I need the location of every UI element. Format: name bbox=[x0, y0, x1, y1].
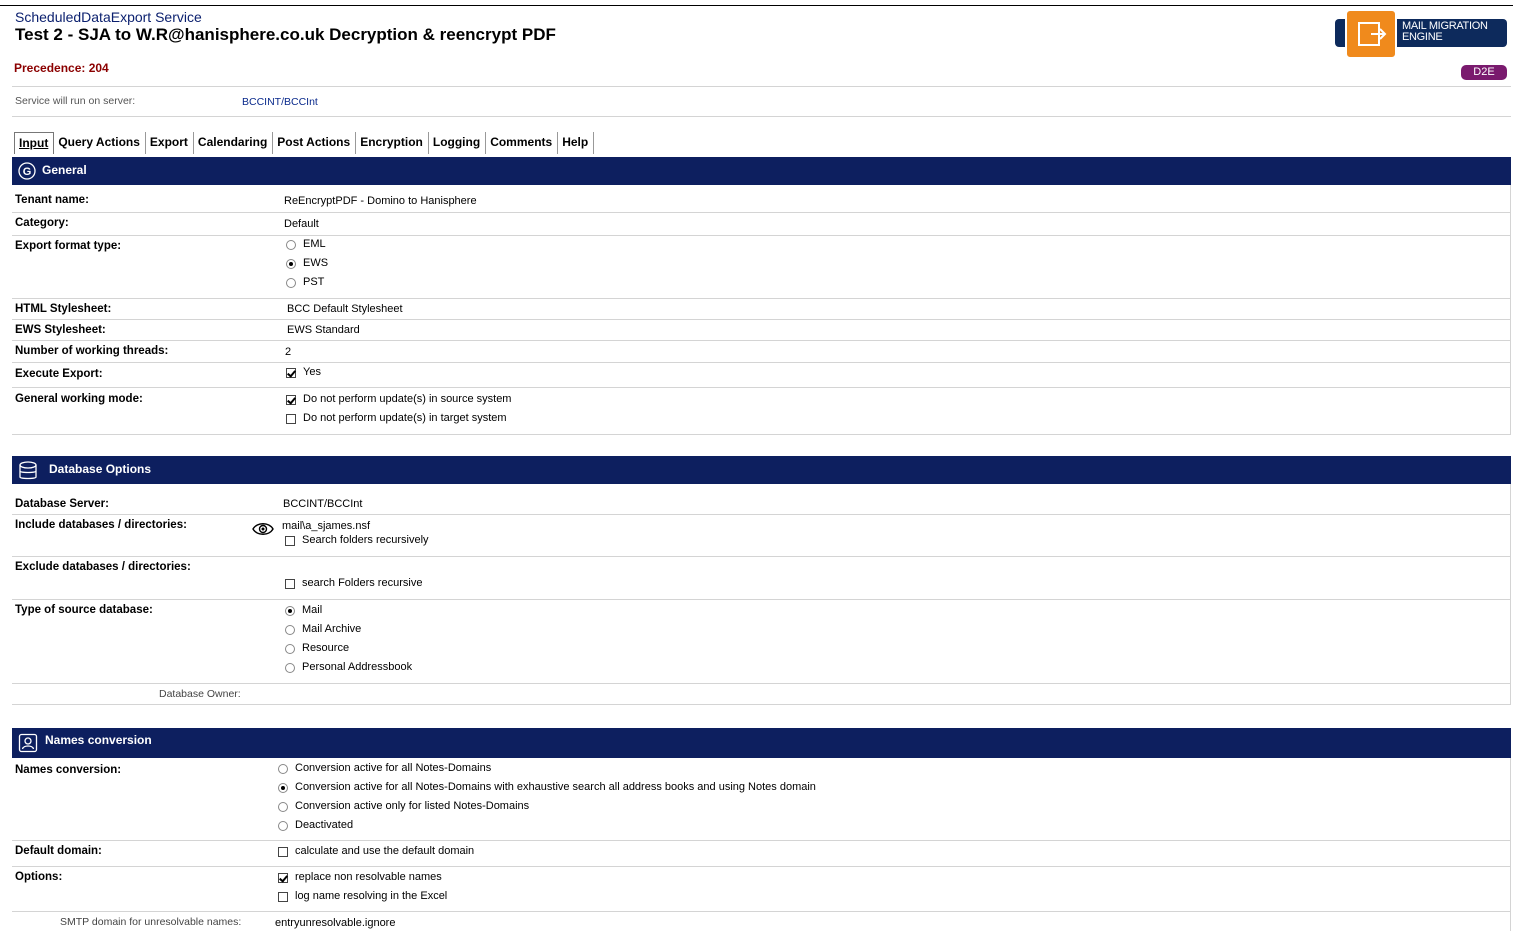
execute-export-label: Execute Export: bbox=[15, 368, 103, 380]
radio-button[interactable] bbox=[278, 821, 288, 831]
row-divider bbox=[12, 319, 1511, 320]
checkbox[interactable] bbox=[286, 368, 296, 378]
eye-icon[interactable] bbox=[252, 521, 274, 540]
row-divider bbox=[12, 911, 1511, 912]
smtp-domain-label: SMTP domain for unresolvable names: bbox=[60, 916, 242, 928]
radio-button[interactable] bbox=[278, 802, 288, 812]
row-divider bbox=[12, 387, 1511, 388]
include-databases-label: Include databases / directories: bbox=[15, 519, 187, 531]
row-divider bbox=[12, 683, 1511, 684]
logo-text-line2: ENGINE bbox=[1402, 31, 1443, 43]
working-mode-label: General working mode: bbox=[15, 393, 143, 405]
section-title: Names conversion bbox=[45, 733, 152, 747]
tab-bar bbox=[14, 132, 594, 154]
radio-button[interactable] bbox=[285, 606, 295, 616]
radio-button[interactable] bbox=[285, 663, 295, 673]
section-database-header bbox=[12, 456, 1511, 484]
radio-button[interactable] bbox=[286, 259, 296, 269]
row-divider bbox=[12, 556, 1511, 557]
include-databases-value[interactable]: mail\a_sjames.nsf bbox=[282, 520, 371, 532]
database-server-label: Database Server: bbox=[15, 498, 109, 510]
export-format-label: Export format type: bbox=[15, 240, 122, 252]
ews-stylesheet-value[interactable]: EWS Standard bbox=[287, 324, 360, 336]
row-divider bbox=[12, 434, 1511, 435]
default-domain-label: Default domain: bbox=[15, 845, 102, 857]
divider bbox=[12, 116, 1511, 117]
threads-value[interactable]: 2 bbox=[285, 346, 292, 358]
right-border bbox=[1510, 484, 1511, 705]
svg-text:G: G bbox=[22, 166, 32, 178]
logo-icon bbox=[1345, 9, 1397, 59]
server-label: Service will run on server: bbox=[15, 95, 136, 107]
radio-button[interactable] bbox=[278, 764, 288, 774]
tenant-label: Tenant name: bbox=[15, 194, 89, 206]
tab-logging[interactable]: Logging bbox=[429, 132, 486, 154]
ews-stylesheet-label: EWS Stylesheet: bbox=[15, 324, 106, 336]
html-stylesheet-label: HTML Stylesheet: bbox=[15, 303, 112, 315]
smtp-domain-value[interactable]: entryunresolvable.ignore bbox=[275, 917, 396, 929]
row-divider bbox=[12, 362, 1511, 363]
database-owner-label: Database Owner: bbox=[159, 688, 241, 700]
product-badge: D2E bbox=[1461, 65, 1507, 80]
divider bbox=[12, 86, 1511, 87]
tab-input[interactable]: Input bbox=[14, 132, 54, 154]
tab-post-actions[interactable]: Post Actions bbox=[273, 132, 356, 154]
options-label: Options: bbox=[15, 871, 63, 883]
section-title: Database Options bbox=[49, 462, 152, 476]
radio-button[interactable] bbox=[285, 644, 295, 654]
checkbox[interactable] bbox=[278, 847, 288, 857]
category-value[interactable]: Default bbox=[284, 218, 319, 230]
row-divider bbox=[12, 212, 1511, 213]
row-divider bbox=[12, 599, 1511, 600]
tab-help[interactable]: Help bbox=[558, 132, 594, 154]
tab-comments[interactable]: Comments bbox=[486, 132, 558, 154]
checkbox[interactable] bbox=[286, 395, 296, 405]
row-divider bbox=[12, 866, 1511, 867]
document-title: Test 2 - SJA to W.R@hanisphere.co.uk Decryption & reencrypt PDF bbox=[15, 25, 556, 44]
row-divider bbox=[12, 840, 1511, 841]
checkbox[interactable] bbox=[285, 579, 295, 589]
tenant-value[interactable]: ReEncryptPDF - Domino to Hanisphere bbox=[284, 195, 477, 207]
database-server-value[interactable]: BCCINT/BCCInt bbox=[283, 498, 363, 510]
right-border bbox=[1510, 185, 1511, 435]
contact-card-icon bbox=[18, 733, 38, 756]
html-stylesheet-value[interactable]: BCC Default Stylesheet bbox=[287, 303, 403, 315]
checkbox[interactable] bbox=[278, 892, 288, 902]
radio-button[interactable] bbox=[285, 625, 295, 635]
right-border bbox=[1510, 758, 1511, 931]
section-names-header bbox=[12, 728, 1511, 758]
radio-button[interactable] bbox=[286, 240, 296, 250]
category-label: Category: bbox=[15, 217, 69, 229]
exclude-databases-label: Exclude databases / directories: bbox=[15, 561, 191, 573]
precedence-label: Precedence: 204 bbox=[14, 61, 109, 75]
general-icon bbox=[18, 162, 36, 183]
server-value[interactable]: BCCINT/BCCInt bbox=[242, 96, 318, 108]
row-divider bbox=[12, 298, 1511, 299]
database-icon bbox=[18, 461, 38, 484]
mail-migration-engine-logo bbox=[1335, 9, 1507, 59]
section-general-header bbox=[12, 157, 1511, 185]
tab-export[interactable]: Export bbox=[146, 132, 194, 154]
top-border bbox=[0, 5, 1513, 6]
row-divider bbox=[12, 340, 1511, 341]
app-name: ScheduledDataExport Service bbox=[15, 9, 202, 25]
names-conversion-label: Names conversion: bbox=[15, 764, 122, 776]
checkbox[interactable] bbox=[286, 414, 296, 424]
section-title: General bbox=[42, 163, 87, 177]
logo-text-line1: MAIL MIGRATION bbox=[1402, 20, 1488, 32]
radio-button[interactable] bbox=[286, 278, 296, 288]
row-divider bbox=[12, 704, 1511, 705]
radio-button[interactable] bbox=[278, 783, 288, 793]
checkbox[interactable] bbox=[285, 536, 295, 546]
row-divider bbox=[12, 514, 1511, 515]
threads-label: Number of working threads: bbox=[15, 345, 169, 357]
row-divider bbox=[12, 235, 1511, 236]
tab-calendaring[interactable]: Calendaring bbox=[194, 132, 273, 154]
source-type-label: Type of source database: bbox=[15, 604, 153, 616]
checkbox[interactable] bbox=[278, 873, 288, 883]
tab-encryption[interactable]: Encryption bbox=[356, 132, 429, 154]
tab-query-actions[interactable]: Query Actions bbox=[54, 132, 146, 154]
